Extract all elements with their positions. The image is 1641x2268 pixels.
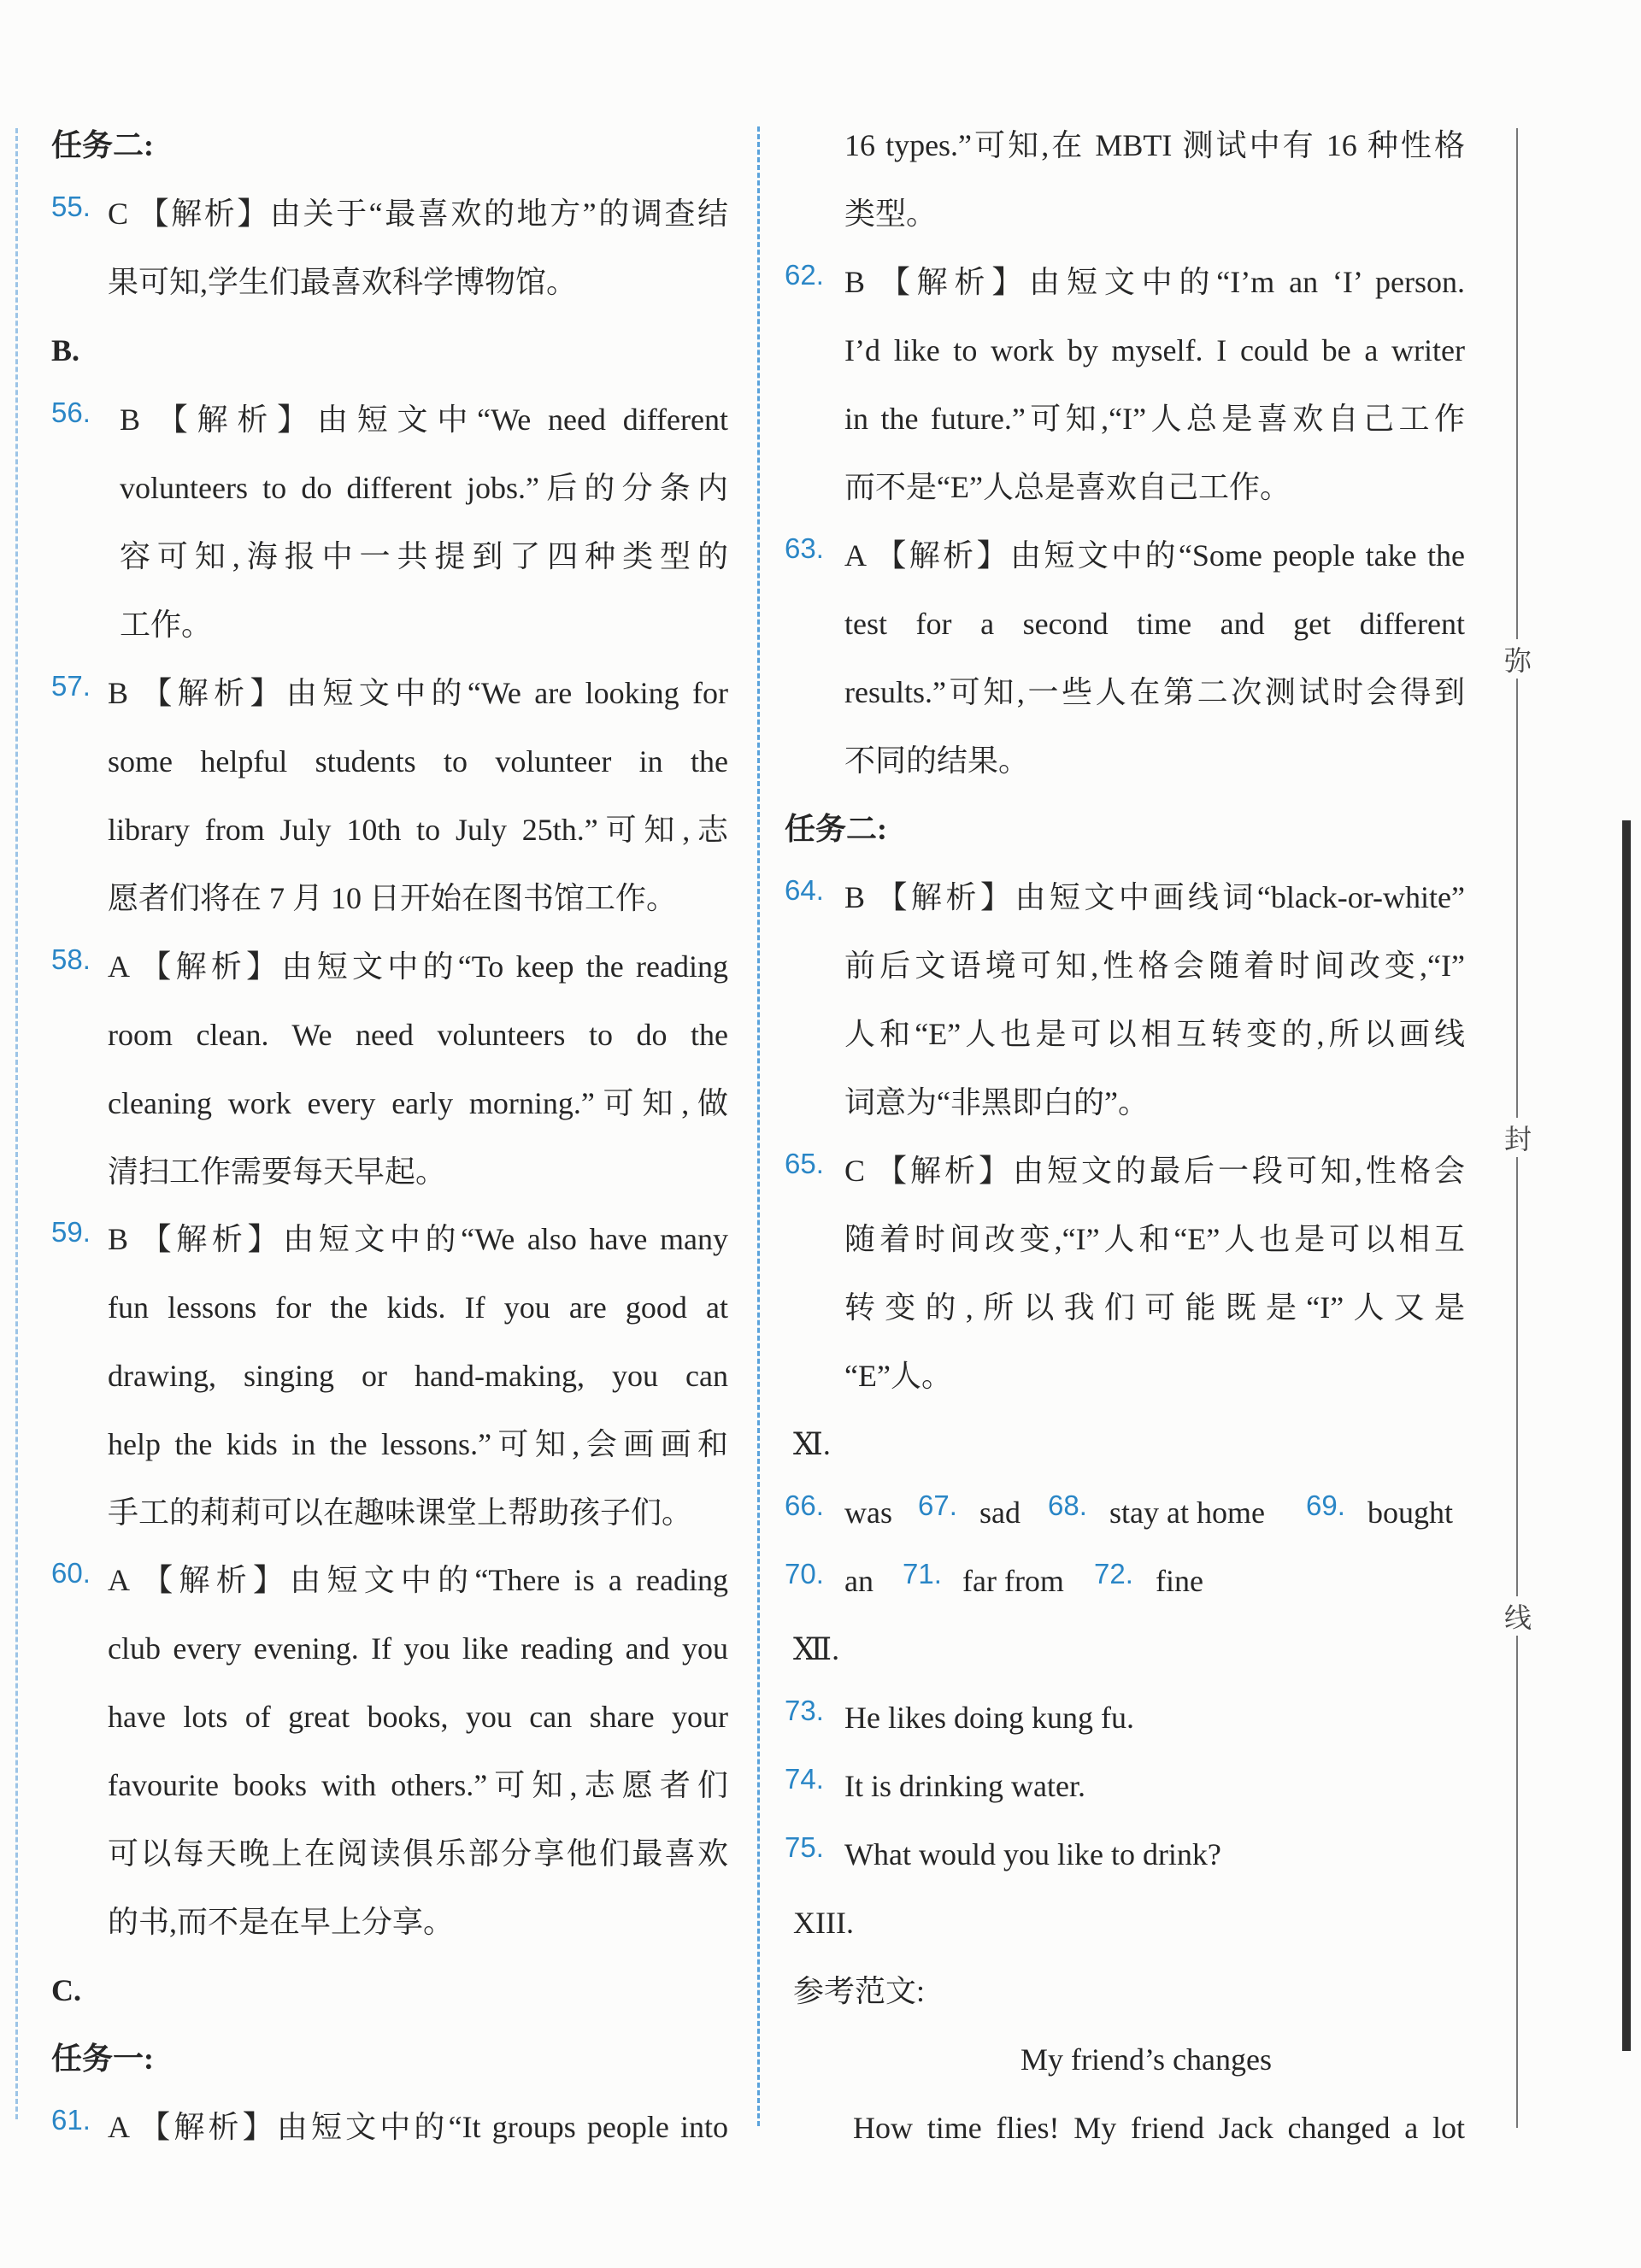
section-task-2: 任务二: bbox=[785, 812, 887, 846]
answer-line: have lots of great books, you can share your bbox=[108, 1700, 728, 1734]
answer-line: room clean. We need volunteers to do the bbox=[108, 1018, 728, 1052]
question-number: 60. bbox=[51, 1557, 91, 1589]
answer-line: B 【解析】由短文中的“We are looking for bbox=[108, 676, 728, 710]
section-b: B. bbox=[51, 333, 80, 367]
section-xi: Ⅺ. bbox=[793, 1427, 831, 1461]
answer-line: B 【解析】由短文中画线词“black-or-white” bbox=[844, 880, 1465, 914]
binding-char-feng: 封 bbox=[1501, 1118, 1535, 1157]
question-number: 71. bbox=[903, 1558, 942, 1589]
essay-title: My friend’s changes bbox=[1020, 2042, 1272, 2077]
blank-answer: an bbox=[844, 1564, 873, 1598]
question-number: 69. bbox=[1306, 1489, 1345, 1521]
essay-body-line: How time flies! My friend Jack changed a lot bbox=[853, 2111, 1465, 2145]
section-c: C. bbox=[51, 1973, 81, 2007]
answer-line: test for a second time and get different bbox=[844, 607, 1465, 641]
question-number: 73. bbox=[785, 1695, 824, 1726]
answer-line: A 【解析】由短文中的“To keep the reading bbox=[108, 949, 728, 984]
question-number: 59. bbox=[51, 1216, 91, 1248]
section-task-2: 任务二: bbox=[51, 128, 154, 162]
question-number: 67. bbox=[918, 1489, 957, 1521]
answer-line: help the kids in the lessons.”可知,会画画和 bbox=[108, 1427, 728, 1461]
question-number: 65. bbox=[785, 1148, 824, 1179]
question-number: 75. bbox=[785, 1831, 824, 1863]
answer-line: results.”可知,一些人在第二次测试时会得到 bbox=[844, 675, 1465, 709]
binding-char-xian: 线 bbox=[1501, 1596, 1535, 1636]
question-number: 56. bbox=[51, 397, 91, 428]
blank-answer: far from bbox=[962, 1564, 1064, 1598]
answer-line: 愿者们将在 7 月 10 日开始在图书馆工作。 bbox=[108, 881, 678, 915]
answer-line: volunteers to do different jobs.”后的分条内 bbox=[120, 471, 728, 505]
blank-answer: sad bbox=[979, 1495, 1020, 1530]
question-number: 70. bbox=[785, 1558, 824, 1589]
answer-line: A 【解析】由短文中的“Some people take the bbox=[844, 538, 1465, 573]
question-number: 55. bbox=[51, 191, 91, 222]
question-number: 62. bbox=[785, 259, 824, 291]
answer-61-continued: 类型。 bbox=[844, 197, 938, 231]
answer-line: in the future.”可知,“I”人总是喜欢自己工作 bbox=[844, 402, 1465, 436]
answer-line: I’d like to work by myself. I could be a writer bbox=[844, 333, 1465, 367]
answer-line: It is drinking water. bbox=[844, 1769, 1085, 1803]
answer-line: 转变的,所以我们可能既是“I”人又是 bbox=[844, 1290, 1465, 1325]
blank-answer: stay at home bbox=[1109, 1495, 1265, 1530]
question-number: 61. bbox=[51, 2104, 91, 2136]
answer-line: club every evening. If you like reading and you bbox=[108, 1631, 728, 1666]
answer-line: 而不是“E”人总是喜欢自己工作。 bbox=[844, 470, 1291, 504]
blank-answer: bought bbox=[1368, 1495, 1454, 1530]
answer-line: drawing, singing or hand-making, you can bbox=[108, 1359, 728, 1393]
answer-line: some helpful students to volunteer in the bbox=[108, 744, 728, 779]
answer-line: C 【解析】由短文的最后一段可知,性格会 bbox=[844, 1154, 1465, 1188]
section-xiii: XIII. bbox=[793, 1906, 854, 1940]
question-number: 63. bbox=[785, 532, 824, 564]
left-margin-dashed-line bbox=[15, 128, 18, 2119]
answer-line: 不同的结果。 bbox=[844, 743, 1030, 778]
answer-line: B 【解析】由短文中“We need different bbox=[120, 402, 728, 437]
answer-line: fun lessons for the kids. If you are good at bbox=[108, 1290, 728, 1325]
question-number: 57. bbox=[51, 670, 91, 702]
answer-line: B 【解析】由短文中的“We also have many bbox=[108, 1222, 728, 1256]
answer-61-continued: 16 types.”可知,在 MBTI 测试中有 16 种性格 bbox=[844, 128, 1465, 162]
answer-line: library from July 10th to July 25th.”可知,志 bbox=[108, 813, 728, 847]
answer-line: 容可知,海报中一共提到了四种类型的 bbox=[120, 539, 728, 573]
answer-line: B 【解析】由短文中的“I’m an ‘I’ person. bbox=[844, 265, 1465, 299]
question-number: 68. bbox=[1048, 1489, 1087, 1521]
blank-answer: was bbox=[844, 1495, 892, 1530]
answer-line: favourite books with others.”可知,志愿者们 bbox=[108, 1768, 728, 1802]
answer-line: 的书,而不是在早上分享。 bbox=[108, 1905, 455, 1939]
page-edge-shadow bbox=[1622, 820, 1631, 2051]
answer-line: 人和“E”人也是可以相互转变的,所以画线 bbox=[844, 1017, 1465, 1051]
answer-line: 工作。 bbox=[120, 608, 213, 642]
question-number: 58. bbox=[51, 943, 91, 975]
question-number: 64. bbox=[785, 874, 824, 906]
answer-line: cleaning work every early morning.”可知,做 bbox=[108, 1086, 728, 1120]
column-divider bbox=[757, 126, 760, 2126]
answer-line: 词意为“非黑即白的”。 bbox=[844, 1085, 1149, 1119]
answer-line: 果可知,学生们最喜欢科学博物馆。 bbox=[108, 265, 578, 299]
answer-line: He likes doing kung fu. bbox=[844, 1701, 1134, 1735]
sample-essay-label: 参考范文: bbox=[793, 1974, 926, 2008]
answer-line: 前后文语境可知,性格会随着时间改变,“I” bbox=[844, 949, 1465, 983]
answer-line: 手工的莉莉可以在趣味课堂上帮助孩子们。 bbox=[108, 1495, 693, 1530]
question-number: 74. bbox=[785, 1763, 824, 1795]
question-number: 72. bbox=[1094, 1558, 1133, 1589]
section-task-1: 任务一: bbox=[51, 2042, 154, 2076]
question-number: 66. bbox=[785, 1489, 824, 1521]
answer-line: 可以每天晚上在阅读俱乐部分享他们最喜欢 bbox=[108, 1836, 728, 1871]
section-xii: Ⅻ. bbox=[793, 1632, 840, 1666]
answer-line: 清扫工作需要每天早起。 bbox=[108, 1155, 447, 1189]
binding-char-mi: 弥 bbox=[1501, 639, 1535, 679]
answer-line: 随着时间改变,“I”人和“E”人也是可以相互 bbox=[844, 1222, 1465, 1256]
answer-line: “E”人。 bbox=[844, 1359, 952, 1393]
answer-line: What would you like to drink? bbox=[844, 1837, 1221, 1871]
answer-line: A 【解析】由短文中的“It groups people into bbox=[108, 2110, 728, 2144]
blank-answer: fine bbox=[1156, 1564, 1203, 1598]
answer-line: A 【解析】由短文中的“There is a reading bbox=[108, 1563, 728, 1597]
answer-line: C 【解析】由关于“最喜欢的地方”的调查结 bbox=[108, 197, 728, 231]
